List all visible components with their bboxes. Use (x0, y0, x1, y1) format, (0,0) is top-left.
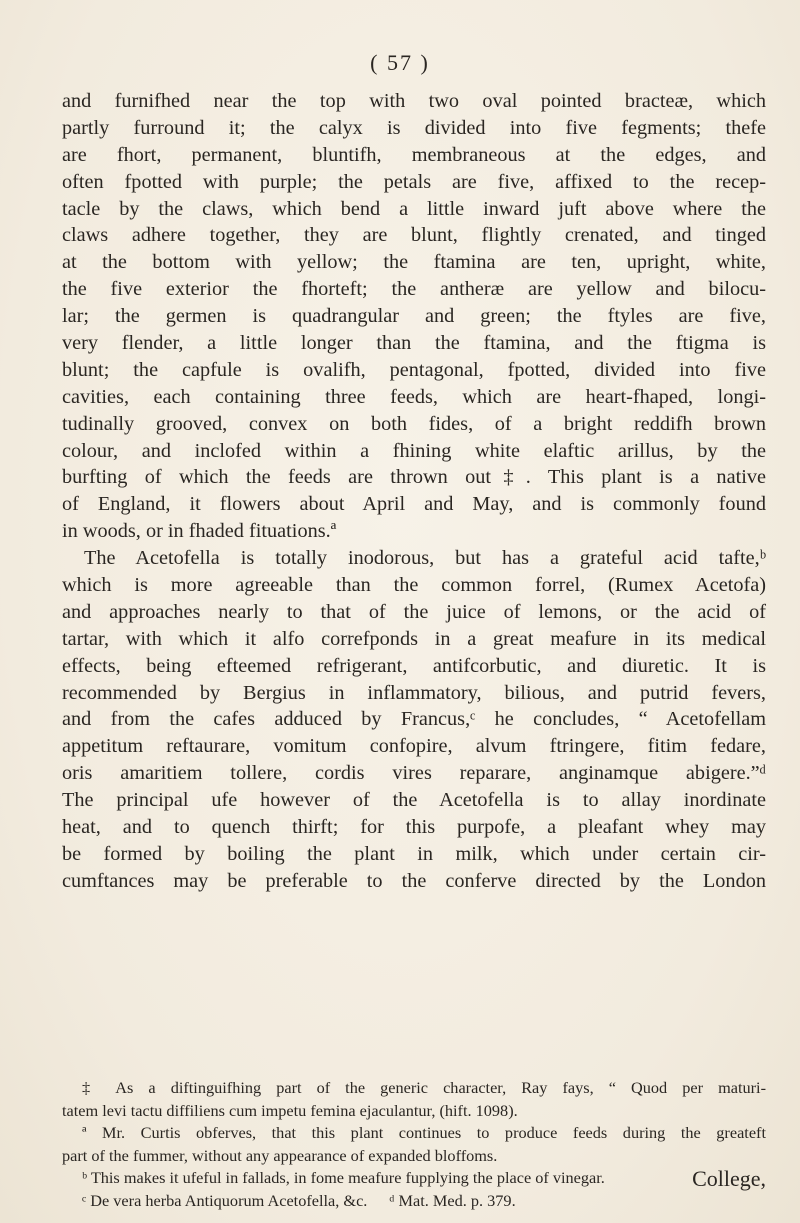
text-line: are fhort, permanent, bluntifh, membraneous at the edges, and (62, 143, 766, 166)
text-line: which is more agreeable than the common forrel, (Rumex Acetofa) (62, 574, 766, 597)
text-line: and furnifhed near the top with two oval pointed bracteæ, which (62, 90, 766, 112)
page-number: ( 57 ) (370, 50, 430, 75)
catchword: College, (692, 1166, 766, 1191)
text-line: cumftances may be preferable to the conferve directed by the London (62, 869, 766, 892)
text-line: colour, and inclofed within a fhining white elaftic arillus, by the (62, 439, 766, 462)
text-line: lar; the germen is quadrangular and green; the ftyles are five, (62, 305, 766, 328)
text-line: the five exterior the fhorteft; the antheræ are yellow and bilocu- (62, 278, 766, 301)
footnote-d: ᵈ Mat. Med. p. 379. (389, 1190, 516, 1210)
footnote-a: ª Mr. Curtis obferves, that this plant continues to produce feeds during the greateft (82, 1123, 766, 1142)
text-line: partly furround it; the calyx is divided into five fegments; thefe (62, 116, 766, 139)
text-line: recommended by Bergius in inflammatory, bilious, and putrid fevers, (62, 681, 766, 704)
footnote-dagger-continued: tatem levi tactu diffiliens cum impetu femina ejaculantur, (hift. 1098). (62, 1100, 518, 1120)
text-line: The principal ufe however of the Acetofella is to allay inordinate (62, 789, 766, 812)
text-line: blunt; the capfule is ovalifh, pentagonal, fpotted, divided into five (62, 358, 766, 381)
text-line: cavities, each containing three feeds, which are heart-fhaped, longi- (62, 385, 766, 408)
text-line: oris amaritiem tollere, cordis vires reparare, anginamque abigere.”ᵈ (62, 762, 766, 785)
footnote-c: ᶜ De vera herba Antiquorum Acetofella, &c. (82, 1190, 368, 1210)
text-line: tudinally grooved, convex on both fides, of a bright reddifh brown (62, 412, 766, 435)
footnote-a-continued: part of the fummer, without any appearance of expanded bloffoms. (62, 1145, 498, 1165)
text-line: tacle by the claws, which bend a little inward juft above where the (62, 197, 766, 220)
text-line: in woods, or in fhaded fituations.ª (62, 520, 337, 543)
text-line: often fpotted with purple; the petals are five, affixed to the recep- (62, 170, 766, 193)
text-line: claws adhere together, they are blunt, flightly crenated, and tinged (62, 224, 766, 247)
footnote-b: ᵇ This makes it ufeful in fallads, in fome meafure fupplying the place of vinegar. (82, 1168, 605, 1187)
text-line: burfting of which the feeds are thrown out‡. This plant is a native (62, 466, 766, 489)
text-line: very flender, a little longer than the ftamina, and the ftigma is (62, 332, 766, 355)
text-line: be formed by boiling the plant in milk, which under certain cir- (62, 842, 766, 865)
text-line: of England, it flowers about April and May, and is commonly found (62, 493, 766, 516)
text-line: at the bottom with yellow; the ftamina are ten, upright, white, (62, 251, 766, 274)
main-text (62, 88, 766, 895)
text-line: appetitum reftaurare, vomitum confopire, alvum ftringere, fitim fedare, (62, 735, 766, 758)
text-line: and approaches nearly to that of the juice of lemons, or the acid of (62, 600, 766, 623)
footnote-dagger: ‡ As a diftinguifhing part of the generic character, Ray fays, “ Quod per maturi- (82, 1078, 766, 1097)
paragraph-start: The Acetofella is totally inodorous, but has a grateful acid tafte,ᵇ (84, 547, 766, 570)
text-line: effects, being efteemed refrigerant, antifcorbutic, and diuretic. It is (62, 654, 766, 677)
footnotes (62, 1077, 766, 1212)
text-line: and from the cafes adduced by Francus,ᶜ he concludes, “ Acetofellam (62, 708, 766, 731)
text-line: heat, and to quench thirft; for this purpofe, a pleafant whey may (62, 816, 766, 839)
footnote-row-c-d (62, 1190, 766, 1213)
text-line: tartar, with which it alfo correfponds in a great meafure in its medical (62, 627, 766, 650)
